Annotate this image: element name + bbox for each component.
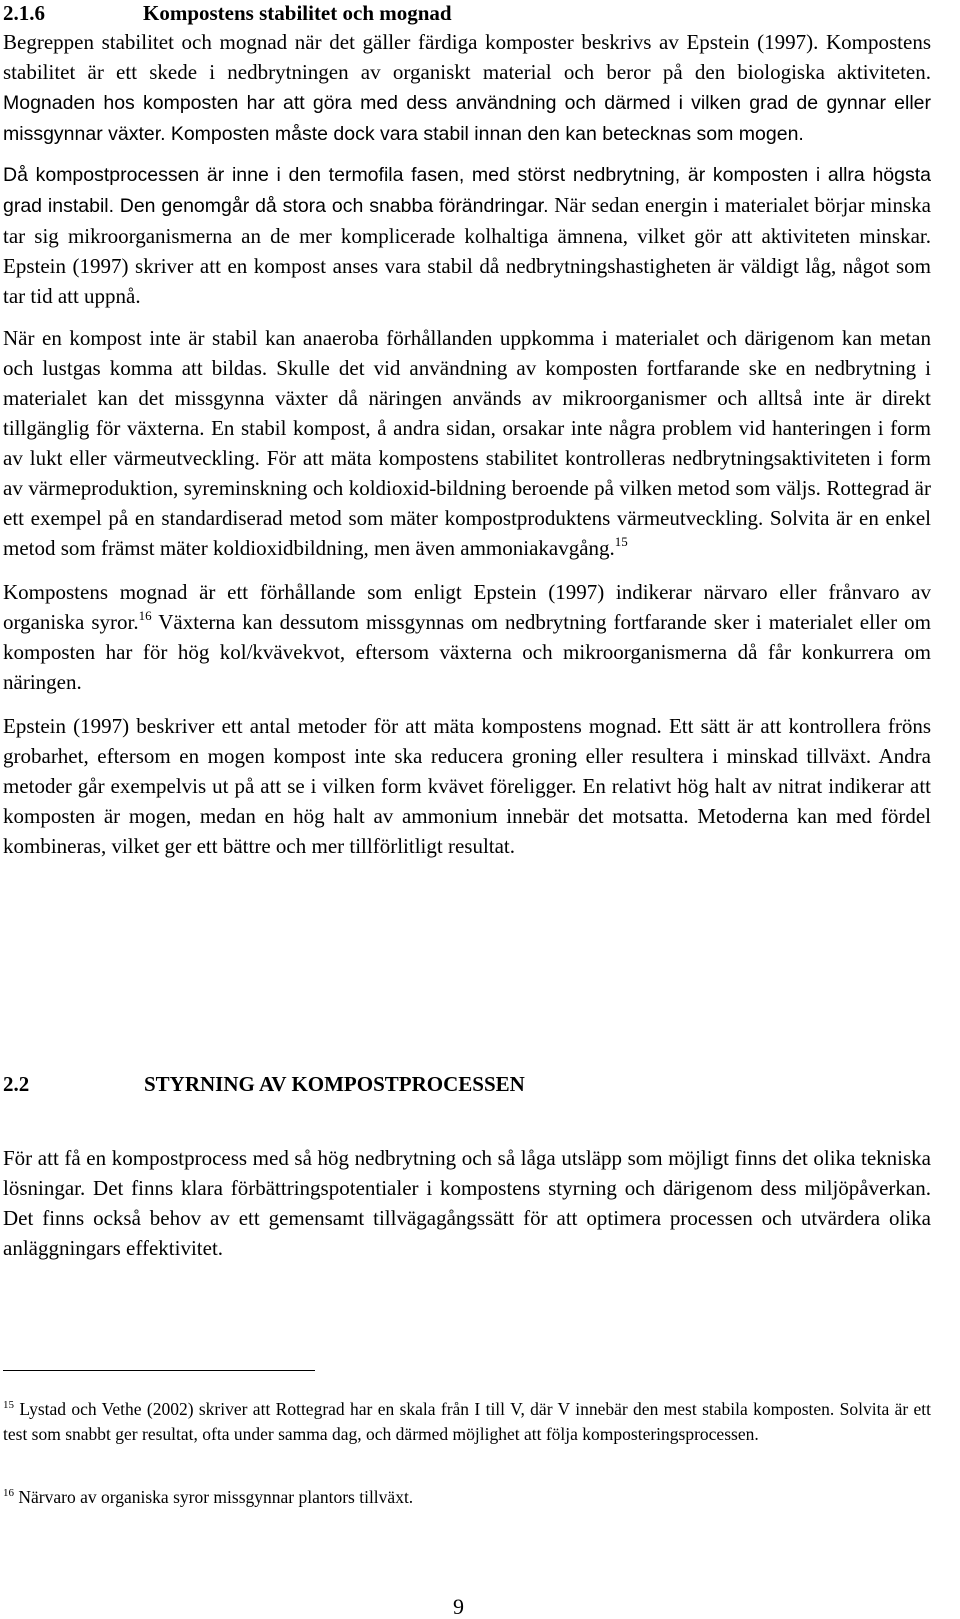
paragraph-text: När en kompost inte är stabil kan anaeroba förhållanden uppkomma i materialet och därigenom kan metan och lustgas komma att bildas. Skulle det vid användning av komposten fortfarande ske en nedbrytning i materialet kan det missgynna växter då näringen används av mikroorganismer och alltså inte är direkt tillgänglig för växterna. En stabil kompost, å andra sidan, orsakar inte några problem vid hanteringen i form av lukt eller värmeutveckling. För att mäta kompostens stabilitet kontrolleras nedbrytningsaktiviteten i form av värmeproduktion, syreminskning och koldioxid-bildning beroende på vilken metod som väljs. Rottegrad är ett exempel på en standardiserad metod som mäter kompostproduktens värmeutveckling. Solvita är en enkel metod som främst mäter koldioxidbildning, men även ammoniakavgång. xyxy=(3,326,931,560)
paragraph-text: Mognaden hos komposten har att göra med dess användning och därmed i vilken grad de gynnar eller missgynnar växter. xyxy=(3,92,931,145)
paragraph-text: Begreppen stabilitet och mognad när det gäller färdiga komposter beskrivs av Epstein (1997). Kompostens stabilitet är ett skede i nedbrytningen av organiskt material och beror på den biologiska aktiviteten. xyxy=(3,30,931,84)
paragraph-text: Komposten måste dock vara stabil innan den kan betecknas som mogen. xyxy=(170,123,804,145)
footnote-ref-16[interactable]: 16 xyxy=(138,608,152,623)
paragraph-text: När sedan energin i materialet börjar minska tar sig mikroorganismerna an de mer komplicerade kolhaltiga ämnena, vilket gör att aktiviteten minskar. Epstein (1997) skriver att en kompost anses vara stabil då nedbrytningshastigheten är väldigt låg, något som tar tid att uppnå. xyxy=(3,193,931,308)
paragraph-stabilitet-intro xyxy=(3,27,931,149)
paragraph-text: Växterna kan dessutom missgynnas om nedbrytning fortfarande sker i materialet eller om komposten har för hög kol/kvävekvot, eftersom växterna och mikroorganismerna då får konkurrera om näringen. xyxy=(3,610,932,694)
footnote-15 xyxy=(3,1397,931,1447)
paragraph-text: Den genomgår då stora och snabba förändringar. xyxy=(119,195,549,217)
paragraph-metoder xyxy=(3,711,931,861)
footnote-number: 15 xyxy=(3,1399,14,1411)
footnote-number: 16 xyxy=(3,1487,14,1499)
footnote-text: Närvaro av organiska syror missgynnar plantors tillväxt. xyxy=(14,1487,414,1507)
section-title: STYRNING AV KOMPOSTPROCESSEN xyxy=(144,1072,525,1096)
footnote-16 xyxy=(3,1485,931,1510)
section-heading-2-2 xyxy=(3,1070,525,1098)
footnote-separator xyxy=(3,1370,315,1371)
document-page xyxy=(3,0,932,1507)
paragraph-termofila-fasen xyxy=(3,159,931,311)
paragraph-styrning xyxy=(3,1143,931,1263)
section-number: 2.2 xyxy=(3,1072,30,1096)
paragraph-text: Då kompostprocessen är inne i den termofila fasen, med störst nedbrytning, är komposten i allra högsta grad instabil. xyxy=(3,164,931,217)
footnote-ref-15[interactable]: 15 xyxy=(614,534,628,549)
paragraph-text: Kompostens mognad är ett förhållande som enligt Epstein (1997) indikerar närvaro eller frånvaro av organiska syror. xyxy=(3,580,931,634)
section-number: 2.1.6 xyxy=(3,1,45,25)
paragraph-mognad xyxy=(3,577,931,697)
paragraph-text: Epstein (1997) beskriver ett antal metoder för att mäta kompostens mognad. Ett sätt är att kontrollera fröns grobarhet, eftersom en mogen kompost inte ska reducera groning eller resultera i minskad tillväxt. Andra metoder går exempelvis ut på att se i vilken form kvävet föreligger. En relativt hög halt av nitrat indikerar att komposten är mogen, medan en hög halt av ammonium innebär det motsatta. Metoderna kan med fördel kombineras, vilket ger ett bättre och mer tillförlitligt resultat. xyxy=(3,714,931,858)
footnote-text: Lystad och Vethe (2002) skriver att Rottegrad har en skala från I till V, där V innebär den mest stabila komposten. Solvita är ett test som snabbt ger resultat, ofta under samma dag, och därmed möjlighet att följa komposteringsprocessen. xyxy=(3,1399,931,1444)
paragraph-text: För att få en kompostprocess med så hög nedbrytning och så låga utsläpp som möjligt finns det olika tekniska lösningar. Det finns klara förbättringspotentialer i kompostens styrning och därigenom dess miljöpåverkan. Det finns också behov av ett gemensamt tillvägagångssätt för att optimera processen och utvärdera olika anläggningars effektivitet. xyxy=(3,1146,931,1260)
section-heading-2-1-6 xyxy=(3,0,931,26)
page-number: 9 xyxy=(453,1594,464,1619)
section-title: Kompostens stabilitet och mognad xyxy=(143,1,452,25)
paragraph-anaeroba xyxy=(3,323,931,563)
